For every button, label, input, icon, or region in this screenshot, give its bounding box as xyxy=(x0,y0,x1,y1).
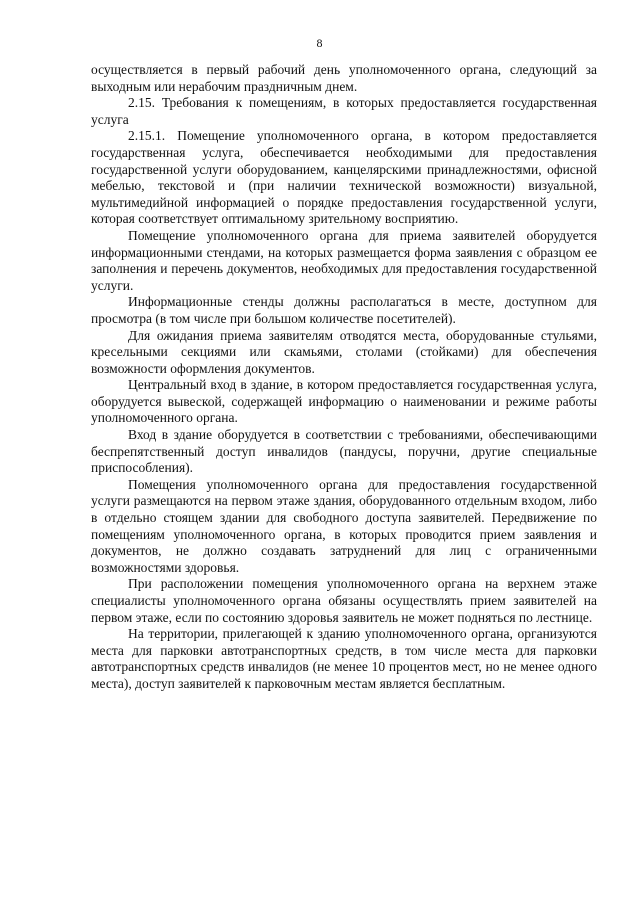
paragraph-premises-location: Помещения уполномоченного органа для предоставления государственной услуги размещаются на первом этаже здания, оборудованного отдельным входом, либо в отдельно стоящем здании для свободного доступа заявителей. Передвижение по помещениям уполномоченного органа, в которых проводится прием заявления и документов, не должно создавать затруднений для лиц с ограниченными возможностями здоровья. xyxy=(91,476,597,575)
page-number: 8 xyxy=(316,36,323,50)
paragraph-continuation: осуществляется в первый рабочий день уполномоченного органа, следующий за выходным или нерабочим праздничным днем. xyxy=(91,62,597,94)
paragraph-entrance-accessibility: Вход в здание оборудуется в соответствии с требованиями, обеспечивающими беспрепятственный доступ инвалидов (пандусы, поручни, другие специальные приспособления). xyxy=(91,427,597,476)
document-body xyxy=(91,62,597,693)
paragraph-parking: На территории, прилегающей к зданию уполномоченного органа, организуются места для парковки автотранспортных средств, в том числе места для парковки автотранспортных средств инвалидов (не менее 10 процентов мест, но не менее одного места), доступ заявителей к парковочным местам является бесплатным. xyxy=(91,626,597,691)
paragraph-info-stands: Помещение уполномоченного органа для приема заявителей оборудуется информационными стендами, на которых размещается форма заявления с образцом ее заполнения и перечень документов, необходимых для предоставления государственной услуги. xyxy=(91,227,597,293)
paragraph-stands-location: Информационные стенды должны располагаться в месте, доступном для просмотра (в том числе при большом количестве посетителей). xyxy=(91,294,597,326)
section-heading-2-15: 2.15. Требования к помещениям, в которых предоставляется государственная услуга xyxy=(91,95,597,127)
paragraph-2-15-1: 2.15.1. Помещение уполномоченного органа, в котором предоставляется государственная услуга, обеспечивается необходимыми для предоставления государственной услуги оборудованием, канцелярскими принадлежностями, офисной мебелью, текстовой и (при наличии технической возможности) визуальной, мультимедийной информацией о порядке предоставления государственной услуги, которая соответствует оптимальному зрительному восприятию. xyxy=(91,128,597,227)
paragraph-upper-floor: При расположении помещения уполномоченного органа на верхнем этаже специалисты уполномоченного органа обязаны осуществлять прием заявителей на первом этаже, если по состоянию здоровья заявитель не может подняться по лестнице. xyxy=(91,576,597,625)
paragraph-waiting-area: Для ожидания приема заявителям отводятся места, оборудованные стульями, кресельными секциями или скамьями, столами (стойками) для обеспечения возможности оформления документов. xyxy=(91,327,597,376)
paragraph-central-entrance: Центральный вход в здание, в котором предоставляется государственная услуга, оборудуется вывеской, содержащей информацию о наименовании и режиме работы уполномоченного органа. xyxy=(91,377,597,426)
